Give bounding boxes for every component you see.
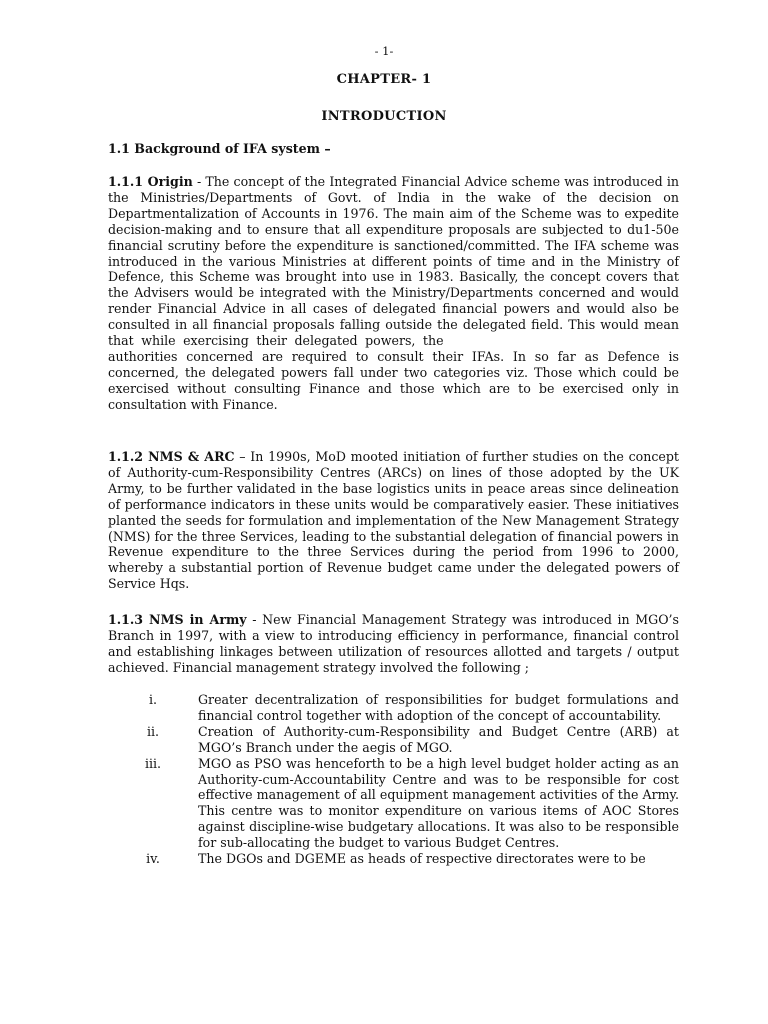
list-item: [108, 851, 679, 867]
paragraph-nms-arc: [108, 449, 679, 592]
list-number: ii.: [146, 723, 160, 739]
paragraph-heading: 1.1.1 Origin: [108, 174, 193, 189]
list-number: i.: [148, 692, 158, 707]
list-text: Greater decentralization of responsibilities for budget formulations and financial control together with adoption of the concept of accountability.: [198, 692, 679, 723]
list-text: MGO as PSO was henceforth to be a high level budget holder acting as an Authority-cum-Accountability Centre and was to be responsible for cost effective management of all equipment management activities of the Army. This centre was to monitor expenditure on various items of AOC Stores against discipline-wise budgetary allocations. It was also to be responsible for sub-allocating the budget to various Budget Centres.: [198, 755, 679, 851]
chapter-heading: INTRODUCTION: [321, 109, 447, 124]
list-number: iii.: [144, 755, 162, 771]
list-text: The DGOs and DGEME as heads of respective directorates were to be: [198, 851, 646, 867]
paragraph-text: - New Financial Management Strategy was introduced in MGO’s Branch in 1997, with a view to introducing efficiency in performance, financial control and establishing linkages between utilization of resources allotted and targets / output achieved. Financial management strategy involved the following ;: [108, 612, 680, 675]
list-number: iv.: [146, 851, 160, 867]
paragraph-heading: 1.1.2 NMS & ARC: [108, 449, 235, 464]
list-text: Creation of Authority-cum-Responsibility and Budget Centre (ARB) at MGO’s Branch under the aegis of MGO.: [198, 723, 679, 755]
paragraph-text: authorities concerned are required to consult their IFAs. In so far as Defence is concerned, the delegated powers fall under two categories viz. Those which could be exercised without consulting Finance and those which are to be exercised only in consultation with Finance.: [108, 348, 679, 412]
paragraph-text: – In 1990s, MoD mooted initiation of further studies on the concept of Authority-cum-Responsibility Centres (ARCs) on lines of those adopted by the UK Army, to be further validated in the base logistics units in peace areas since delineation of performance indicators in these units would be comparatively easier. These initiatives planted the seeds for formulation and implementation of the New Management Strategy (NMS) for the three Services, leading to the substantial delegation of financial powers in Revenue expenditure to the three Services during the period from 1996 to 2000, whereby a substantial portion of Revenue budget came under the delegated powers of Service Hqs.: [108, 449, 679, 592]
numbered-list: [108, 692, 679, 867]
page-number: - 1-: [374, 44, 394, 58]
paragraph-heading: 1.1.3 NMS in Army: [108, 612, 247, 627]
list-item: [108, 692, 679, 724]
chapter-title: CHAPTER- 1: [336, 72, 432, 87]
section-title: 1.1 Background of IFA system –: [108, 141, 331, 156]
paragraph-nms-army: [108, 612, 679, 676]
paragraph-origin: [108, 174, 679, 413]
list-item: [108, 756, 679, 851]
list-item: [108, 724, 679, 756]
paragraph-text: - The concept of the Integrated Financial Advice scheme was introduced in the Ministries/Departments of Govt. of India in the wake of the decision on Departmentalization of Accounts in 1976. The main aim of the Scheme was to expedite decision-making and to ensure that all expenditure proposals are subjected to du1-50e financial scrutiny before the expenditure is sanctioned/committed. The IFA scheme was introduced in the various Ministries at different points of time and in the Ministry of Defence, this Scheme was brought into use in 1983. Basically, the concept covers that the Advisers would be integrated with the Ministry/Departments concerned and would render Financial Advice in all cases of delegated financial powers and would also be consulted in all financial proposals falling outside the delegated field. This would mean that while exercising their delegated powers, the: [108, 174, 680, 349]
